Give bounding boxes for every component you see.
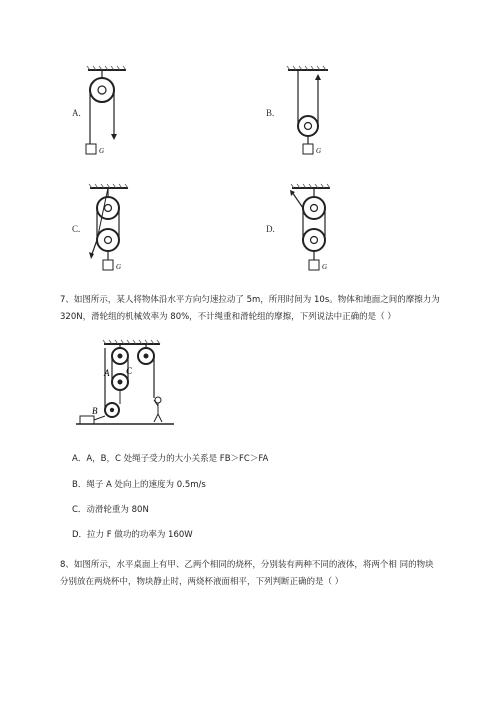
answer-option-d: D．拉力 F 做功的功率为 160W bbox=[72, 530, 193, 540]
pulley-figure-d bbox=[284, 182, 334, 282]
pulley-system-figure bbox=[74, 338, 184, 430]
answer-option-b: B．绳子 A 处向上的速度为 0.5m/s bbox=[72, 480, 206, 490]
question-8-line-2: 分别放在两烧杯中，物块静止时，两烧杯液面相平，下列判断正确的是（ ） bbox=[60, 577, 344, 587]
weight-label-c: G bbox=[116, 263, 122, 271]
question-8-line-1: 8、如图所示，水平桌面上有甲、乙两个相同的烧杯，分别装有两种不同的液体，将两个相 同的物块 bbox=[60, 560, 434, 570]
answer-option-a: A．A，B，C 处绳子受力的大小关系是 FB＞FC＞FA bbox=[72, 454, 269, 464]
pulley-figure-a bbox=[84, 64, 134, 164]
option-c-label: C. bbox=[72, 224, 81, 234]
pulley-figure-c bbox=[86, 182, 136, 282]
pulley-figure-b bbox=[284, 64, 334, 164]
question-7-line-2: 320N，滑轮组的机械效率为 80%，不计绳重和滑轮组的摩擦，下列说法中正确的是（ ） bbox=[60, 312, 396, 322]
question-7-line-1: 7、如图所示，某人将物体沿水平方向匀速拉动了 5m，所用时间为 10s。物体和地面之间的摩擦力为 bbox=[60, 295, 440, 305]
option-d-label: D. bbox=[266, 224, 275, 234]
point-a-label: A bbox=[104, 368, 110, 378]
option-a-label: A. bbox=[72, 108, 81, 118]
weight-label-a: G bbox=[99, 147, 105, 155]
weight-label-b: G bbox=[316, 147, 322, 155]
weight-label-d: G bbox=[322, 263, 328, 271]
point-c-label: C bbox=[126, 366, 133, 376]
answer-option-c: C．动滑轮重为 80N bbox=[72, 505, 149, 515]
option-b-label: B. bbox=[266, 108, 275, 118]
point-b-label: B bbox=[92, 406, 98, 416]
